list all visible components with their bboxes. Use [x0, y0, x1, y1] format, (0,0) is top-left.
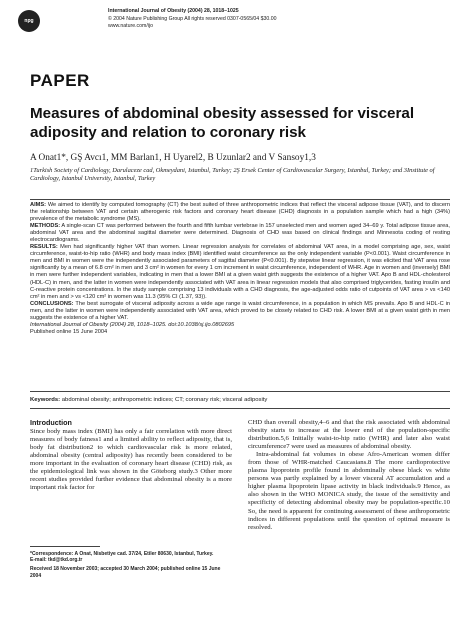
journal-url[interactable]: www.nature.com/ijo: [108, 23, 153, 30]
correspondence-footnote: [30, 546, 232, 579]
keywords-line: Keywords: abdominal obesity; anthropometric indices; CT; coronary risk; visceral adiposity: [30, 397, 268, 403]
keywords-bottom-rule: [30, 408, 450, 409]
publisher-logo: npg: [18, 10, 40, 32]
body-paragraph: CHD than overall obesity,4–6 and that the risk associated with abdominal obesity starts to increase at the lower end of the population-specific distribution.5,6 Initially waist-to-hip ratio (WHR) and later also waist circumference7 were used as measures of abdominal obesity.: [248, 419, 450, 451]
abstract-methods: METHODS: A single-scan CT was performed between the fourth and fifth lumbar vertebrae in 157 unselected men and women aged 34–69 y. Total adipose tissue area, abdominal VAT area and the abdominal sagittal diameter were determined. Diagnosis of CHD was based on clinical findings and Minnesota coding of resting electrocardiograms.: [30, 223, 450, 244]
abstract-aims: AIMS: We aimed to identify by computed tomography (CT) the best suited of three anthropometric indices that reflect the visceral adipose tissue (VAT), and to discern the relationship between VAT and certain atherogenic risk factors and coronary heart disease (CHD) diagnosis in a population sample which had a high (34%) prevalence of the metabolic syndrome (MS).: [30, 202, 450, 223]
keywords-top-rule: [30, 391, 450, 392]
section-label: PAPER: [30, 71, 90, 90]
abstract-results: RESULTS: Men had significantly higher VAT than women. Linear regression analysis for correlates of abdominal VAT area, in a model comprising age, sex, waist circumference, waist-to-hip ratio (WHR) and body mass index (BMI) identified waist circumference as the only independent variable (P<0.001). Waist circumference in men and BMI in women were the independently associated parameters of sagittal diameter (P<0.001). By stepwise linear regression, it was elicited that VAT area rose significantly by a mean of 6.8 cm² in men and 3 cm² in women for every 1 cm increment in waist circumference, independent of WHR. Age in women and (inversely) BMI in men were further independent variables, indicating in men that a lower BMI at a given waist girth suggests the existence of a higher VAT. Apo B and HDL-cholesterol (HDL-C) in men, and the latter in women were independently associated with VAT area in linear regression models that also comprised triglycerides, fasting insulin and C-reactive protein concentrations. In the study sample comprising 13 individuals with a CHD diagnosis, the age-adjusted odds ratio of cutpoints of VAT area > vs <140 cm² in men and > vs <120 cm² in women was 11.3 (95% CI (1.37, 93)).: [30, 244, 450, 300]
correspondence-email[interactable]: E-mail: tkd@tkd.org.tr: [30, 557, 83, 564]
body-paragraph: Intra-abdominal fat volumes in obese Afro-American women differ from those of WHR-matched Caucasians.8 The more cardioprotective plasma lipoprotein profile found in abdominally obese black vs white persons was partly explained by a lower visceral AT accumulation and a higher plasma lipoprotein lipase activity in black individuals.9 Hence, as also shown in the WHO MONICA study, the issue of the sensitivity and specificity of detecting abdominal obesity may be population-specific.10 So, the need is apparent for continuing assessment of these anthropometric indices in different populations until the question of optimal measure is resolved.: [248, 451, 450, 531]
abstract-conclusions: CONCLUSIONS: The best surrogate of visceral adiposity across a wide age range is waist circumference, in a population in which MS prevails. Apo B and HDL-C in men, and the latter in women were independently associated with VAT area, which proved to be closely related to CHD risk. A lower BMI at a given waist girth in men suggests the existence of a higher VAT.: [30, 300, 450, 321]
abstract: [30, 202, 450, 336]
article-title: Measures of abdominal obesity assessed for visceral adiposity and relation to coronary risk: [30, 105, 415, 141]
footnote-rule: [30, 546, 100, 547]
affiliations: 1Turkish Society of Cardiology, Darulaceze cad, Okmeydani, Istanbul, Turkey; 2Ş Ersek Center of Cardiovascular Surgery, Istanbul, Turkey; and 3Institute of Cardiology, Istanbul University, Istanbul, Turkey: [30, 167, 435, 183]
journal-citation: International Journal of Obesity (2004) 28, 1018–1025: [108, 8, 239, 14]
copyright-line: © 2004 Nature Publishing Group All rights reserved 0307-0565/04 $30.00: [108, 15, 277, 22]
journal-masthead: [14, 8, 464, 38]
body-right-column: [248, 419, 450, 532]
author-list: A Onat1*, GŞ Avcı1, MM Barlan1, H Uyarel2, B Uzunlar2 and V Sansoy1,3: [30, 153, 316, 163]
body-left-column: [30, 419, 232, 492]
introduction-paragraph: Since body mass index (BMI) has only a fair correlation with more direct measures of body fatness1 and a limited ability to reflect adiposity, that is, body fat distribution2 to which cardiovascular risk is more related, abdominal obesity (central adiposity) has recently been considered to be more important in the evaluation of coronary heart disease (CHD) risk, as the epidemiological link was shown in the Göteborg study.3 Other more recent studies provided further evidence that abdominal obesity is a more important risk factor for: [30, 428, 232, 492]
abstract-top-rule: [30, 199, 450, 200]
abstract-citation: International Journal of Obesity (2004) 28, 1018–1025. doi:10.1038/sj.ijo.0802695: [30, 321, 235, 328]
published-date: Published online 15 June 2004: [30, 328, 108, 335]
received-dates: Received 18 November 2003; accepted 30 March 2004; published online 15 June 2004: [30, 566, 221, 579]
correspondence-address: *Correspondence: A Onat, Nisbetiye cad. 37/24, Etiler 80630, Istanbul, Turkey.: [30, 551, 214, 557]
introduction-heading: Introduction: [30, 418, 72, 427]
